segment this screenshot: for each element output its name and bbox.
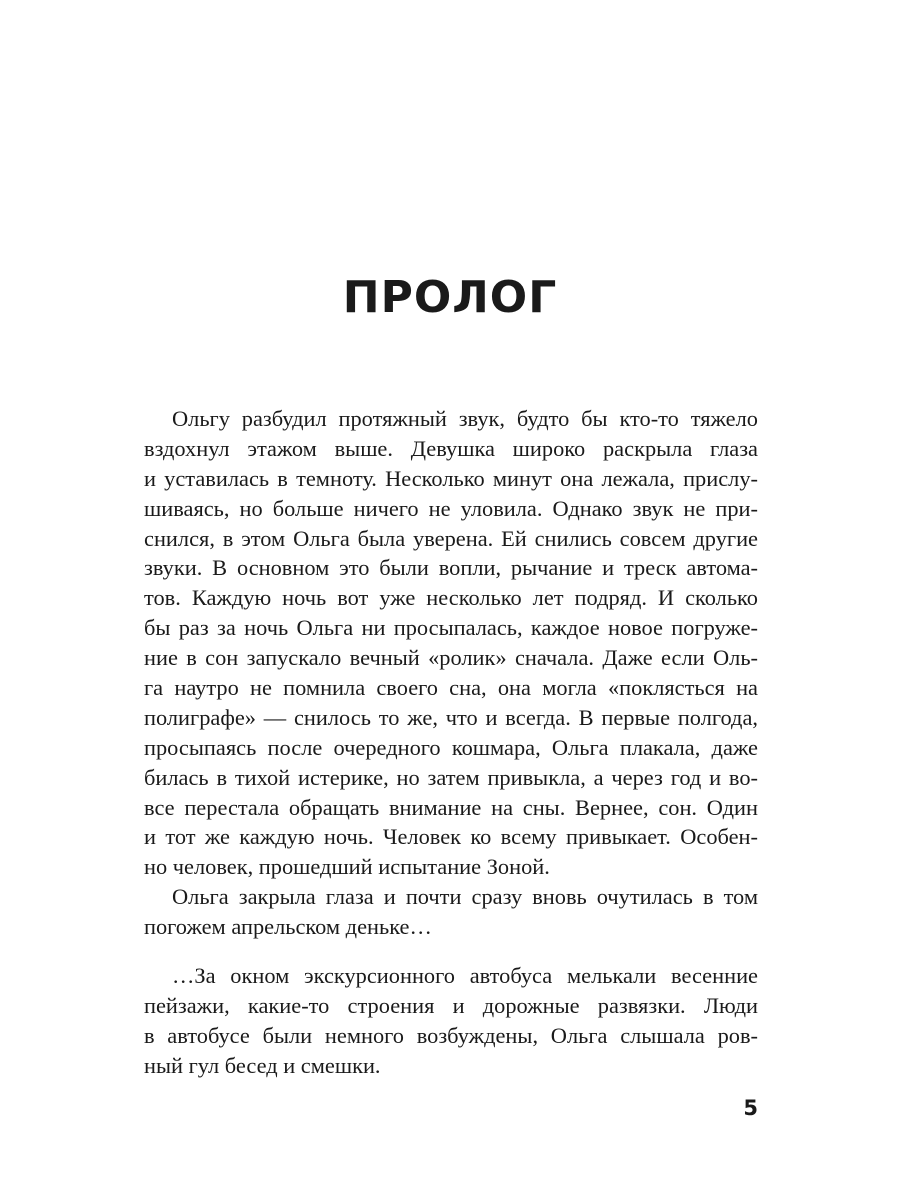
text-line: пейзажи, какие-то строения и дорожные развязки. Люди: [144, 992, 758, 1018]
text-line: бы раз за ночь Ольга ни просыпалась, каждое новое погруже-: [144, 615, 758, 641]
text-line: вздохнул этажом выше. Девушка широко раскрыла глаза: [144, 435, 758, 461]
text-line: но человек, прошедший испытание Зоной.: [144, 854, 550, 880]
text-line: ный гул бесед и смешки.: [144, 1052, 381, 1078]
page-number: 5: [743, 1096, 758, 1120]
text-line: ние в сон запускало вечный «ролик» сначала. Даже если Оль-: [144, 645, 758, 671]
chapter-title: ПРОЛОГ: [342, 272, 558, 323]
text-line: в автобусе были немного возбуждены, Ольга слышала ров-: [144, 1022, 758, 1048]
text-line: га наутро не помнила своего сна, она могла «поклясться на: [144, 675, 758, 701]
prologue-text-section-1: [144, 404, 758, 942]
text-line: погожем апрельском деньке…: [144, 914, 432, 940]
text-line: и тот же каждую ночь. Человек ко всему привыкает. Особен-: [144, 824, 758, 850]
text-line: просыпаясь после очередного кошмара, Ольга плакала, даже: [144, 734, 758, 760]
text-line: шиваясь, но больше ничего не уловила. Однако звук не при-: [144, 495, 758, 521]
text-line: Ольга закрыла глаза и почти сразу вновь очутилась в том: [172, 884, 758, 910]
text-line: тов. Каждую ночь вот уже несколько лет подряд. И сколько: [144, 585, 758, 611]
text-line: и уставилась в темноту. Несколько минут она лежала, прислу-: [144, 465, 758, 491]
text-line: Ольгу разбудил протяжный звук, будто бы кто-то тяжело: [172, 406, 758, 431]
text-line: все перестала обращать внимание на сны. Вернее, сон. Один: [144, 794, 758, 820]
text-line: …За окном экскурсионного автобуса мелькали весенние: [172, 963, 758, 988]
text-line: звуки. В основном это были вопли, рычание и треск автома-: [144, 555, 758, 581]
prologue-text-section-2: [144, 961, 758, 1081]
text-line: полиграфе» — снилось то же, что и всегда. В первые полгода,: [144, 704, 758, 730]
text-line: билась в тихой истерике, но затем привыкла, а через год и во-: [144, 764, 758, 790]
text-line: снился, в этом Ольга была уверена. Ей снились совсем другие: [144, 525, 758, 551]
